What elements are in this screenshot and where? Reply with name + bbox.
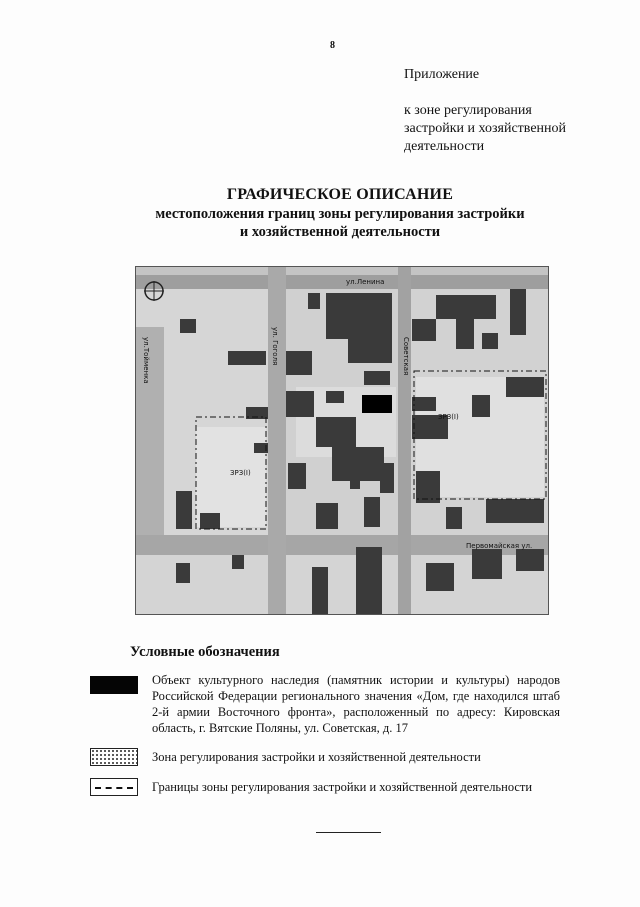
street-label-sovetskaya: Советская [402,337,410,376]
document-heading [60,185,620,241]
street-label-gogolya: ул. Гоголя [271,327,279,366]
footer-line [316,832,381,833]
street-label-pervomayskaya: Первомайская ул. [466,542,533,550]
appendix-title: Приложение [404,67,480,82]
legend-boundary-text: Границы зоны регулирования застройки и хозяйственной деятельности [152,780,533,794]
legend-zone-text: Зона регулирования застройки и хозяйственной деятельности [152,750,481,764]
zone-swatch [90,748,138,766]
zone-label-2: ЗРЗ(I) [438,413,459,421]
map-drawing [136,267,548,614]
legend-title: Условные обозначения [130,644,280,660]
heading-line-1: ГРАФИЧЕСКОЕ ОПИСАНИЕ [226,186,454,203]
street-label-lenina: ул.Ленина [346,278,385,286]
heading-line-3: и хозяйственной деятельности [239,224,441,240]
legend-item-zone [90,748,560,768]
heritage-swatch [90,676,138,694]
site-map [135,266,549,615]
zone-label-1: ЗРЗ(I) [230,469,251,477]
heading-line-2: местоположения границ зоны регулирования застройки [155,206,525,222]
appendix-block [404,66,594,156]
boundary-swatch [90,778,138,796]
appendix-subtitle: к зоне регулирования застройки и хозяйственной деятельности [404,103,567,154]
legend-item-heritage [90,672,560,736]
page-number: 8 [330,40,335,51]
legend-heritage-text: Объект культурного наследия (памятник истории и культуры) народов Российской Федерации регионального значения «Дом, где находился штаб 2-й армии Восточного фронта», расположенный по адресу: Кировская область, г. Вятские Поляны, ул. Советская, д. 17 [152,673,560,735]
legend-item-boundary [90,778,560,798]
street-label-toymenka: ул.Тойменка [142,337,150,384]
